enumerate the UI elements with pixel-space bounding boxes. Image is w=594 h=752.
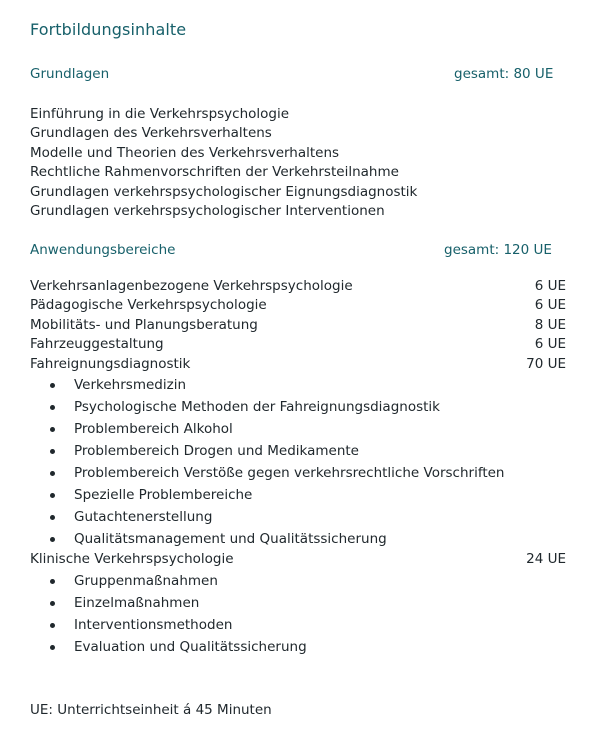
sub-list-item: [30, 592, 566, 614]
list-item: Grundlagen verkehrspsychologischer Interventionen: [30, 202, 385, 219]
sub-item-label: Einzelmaßnahmen: [74, 595, 200, 611]
item-label: Pädagogische Verkehrspsychologie: [30, 297, 267, 314]
sub-item-label: Verkehrsmedizin: [74, 377, 186, 393]
list-item: Einführung in die Verkehrspsychologie: [30, 106, 290, 122]
sub-item-label: Psychologische Methoden der Fahreignungsdiagnostik: [74, 399, 440, 415]
sub-list-item: [30, 570, 566, 592]
sub-item-label: Problembereich Verstöße gegen verkehrsrechtliche Vorschriften: [74, 465, 505, 481]
bullet-icon: [50, 493, 55, 498]
sub-item-label: Spezielle Problembereiche: [74, 487, 253, 503]
fahreignung-sublist: [30, 374, 566, 550]
list-item: [30, 296, 566, 315]
bullet-icon: [50, 449, 55, 454]
list-item: Modelle und Theorien des Verkehrsverhaltens: [30, 144, 340, 161]
sub-list-item: [30, 418, 566, 440]
sub-item-label: Gutachtenerstellung: [74, 509, 213, 525]
section-header-anwendungsbereiche: [30, 242, 564, 260]
sub-list-item: [30, 374, 566, 396]
bullet-icon: [50, 579, 55, 584]
item-ue: 6 UE: [534, 278, 566, 294]
section-total-anwendungsbereiche: gesamt: 120 UE: [444, 242, 552, 258]
item-ue: 6 UE: [534, 336, 566, 353]
item-ue: 70 UE: [526, 355, 566, 372]
sub-item-label: Gruppenmaßnahmen: [74, 573, 218, 589]
list-item: [30, 316, 566, 335]
list-item: [30, 277, 566, 296]
sub-item-label: Problembereich Drogen und Medikamente: [74, 443, 359, 459]
sub-item-label: Problembereich Alkohol: [74, 421, 233, 437]
sub-list-item: [30, 636, 566, 658]
item-label: Mobilitäts- und Planungsberatung: [30, 316, 258, 333]
sub-item-label: Interventionsmethoden: [74, 617, 233, 633]
list-item: Grundlagen verkehrspsychologischer Eignungsdiagnostik: [30, 183, 418, 200]
klinische-sublist: [30, 570, 566, 658]
anwendungsbereiche-list: [30, 277, 566, 374]
bullet-icon: [50, 383, 55, 388]
bullet-icon: [50, 471, 55, 476]
section-title-grundlagen: Grundlagen: [30, 66, 110, 82]
sub-item-label: Evaluation und Qualitätssicherung: [74, 639, 307, 655]
bullet-icon: [50, 515, 55, 520]
list-item: [30, 355, 566, 374]
bullet-icon: [50, 601, 55, 606]
sub-list-item: [30, 462, 566, 484]
sub-list-item: [30, 506, 566, 528]
footnote: UE: Unterrichtseinheit á 45 Minuten: [30, 702, 272, 718]
section-title-anwendungsbereiche: Anwendungsbereiche: [30, 242, 176, 258]
sub-item-label: Qualitätsmanagement und Qualitätssicherung: [74, 531, 387, 547]
bullet-icon: [50, 645, 55, 650]
item-label: Fahrzeuggestaltung: [30, 336, 164, 353]
list-item: Rechtliche Rahmenvorschriften der Verkehrsteilnahme: [30, 164, 399, 181]
bullet-icon: [50, 623, 55, 628]
sub-list-item: [30, 440, 566, 462]
section-total-grundlagen: gesamt: 80 UE: [454, 66, 554, 82]
sub-list-item: [30, 484, 566, 506]
section-header-grundlagen: [30, 66, 564, 84]
sub-list-item: [30, 396, 566, 418]
sub-list-item: [30, 528, 566, 550]
klinische-row: [30, 550, 566, 569]
item-ue: 6 UE: [534, 297, 566, 314]
bullet-icon: [50, 537, 55, 542]
item-ue: 8 UE: [534, 316, 566, 333]
item-label: Klinische Verkehrspsychologie: [30, 551, 234, 567]
bullet-icon: [50, 405, 55, 410]
item-label: Verkehrsanlagenbezogene Verkehrspsychologie: [30, 278, 353, 294]
page-title: Fortbildungsinhalte: [30, 20, 187, 39]
list-item: Grundlagen des Verkehrsverhaltens: [30, 125, 272, 142]
sub-list-item: [30, 614, 566, 636]
item-ue: 24 UE: [526, 551, 566, 567]
bullet-icon: [50, 427, 55, 432]
list-item: [30, 550, 566, 569]
grundlagen-list: [30, 105, 570, 221]
item-label: Fahreignungsdiagnostik: [30, 355, 191, 372]
list-item: [30, 335, 566, 354]
